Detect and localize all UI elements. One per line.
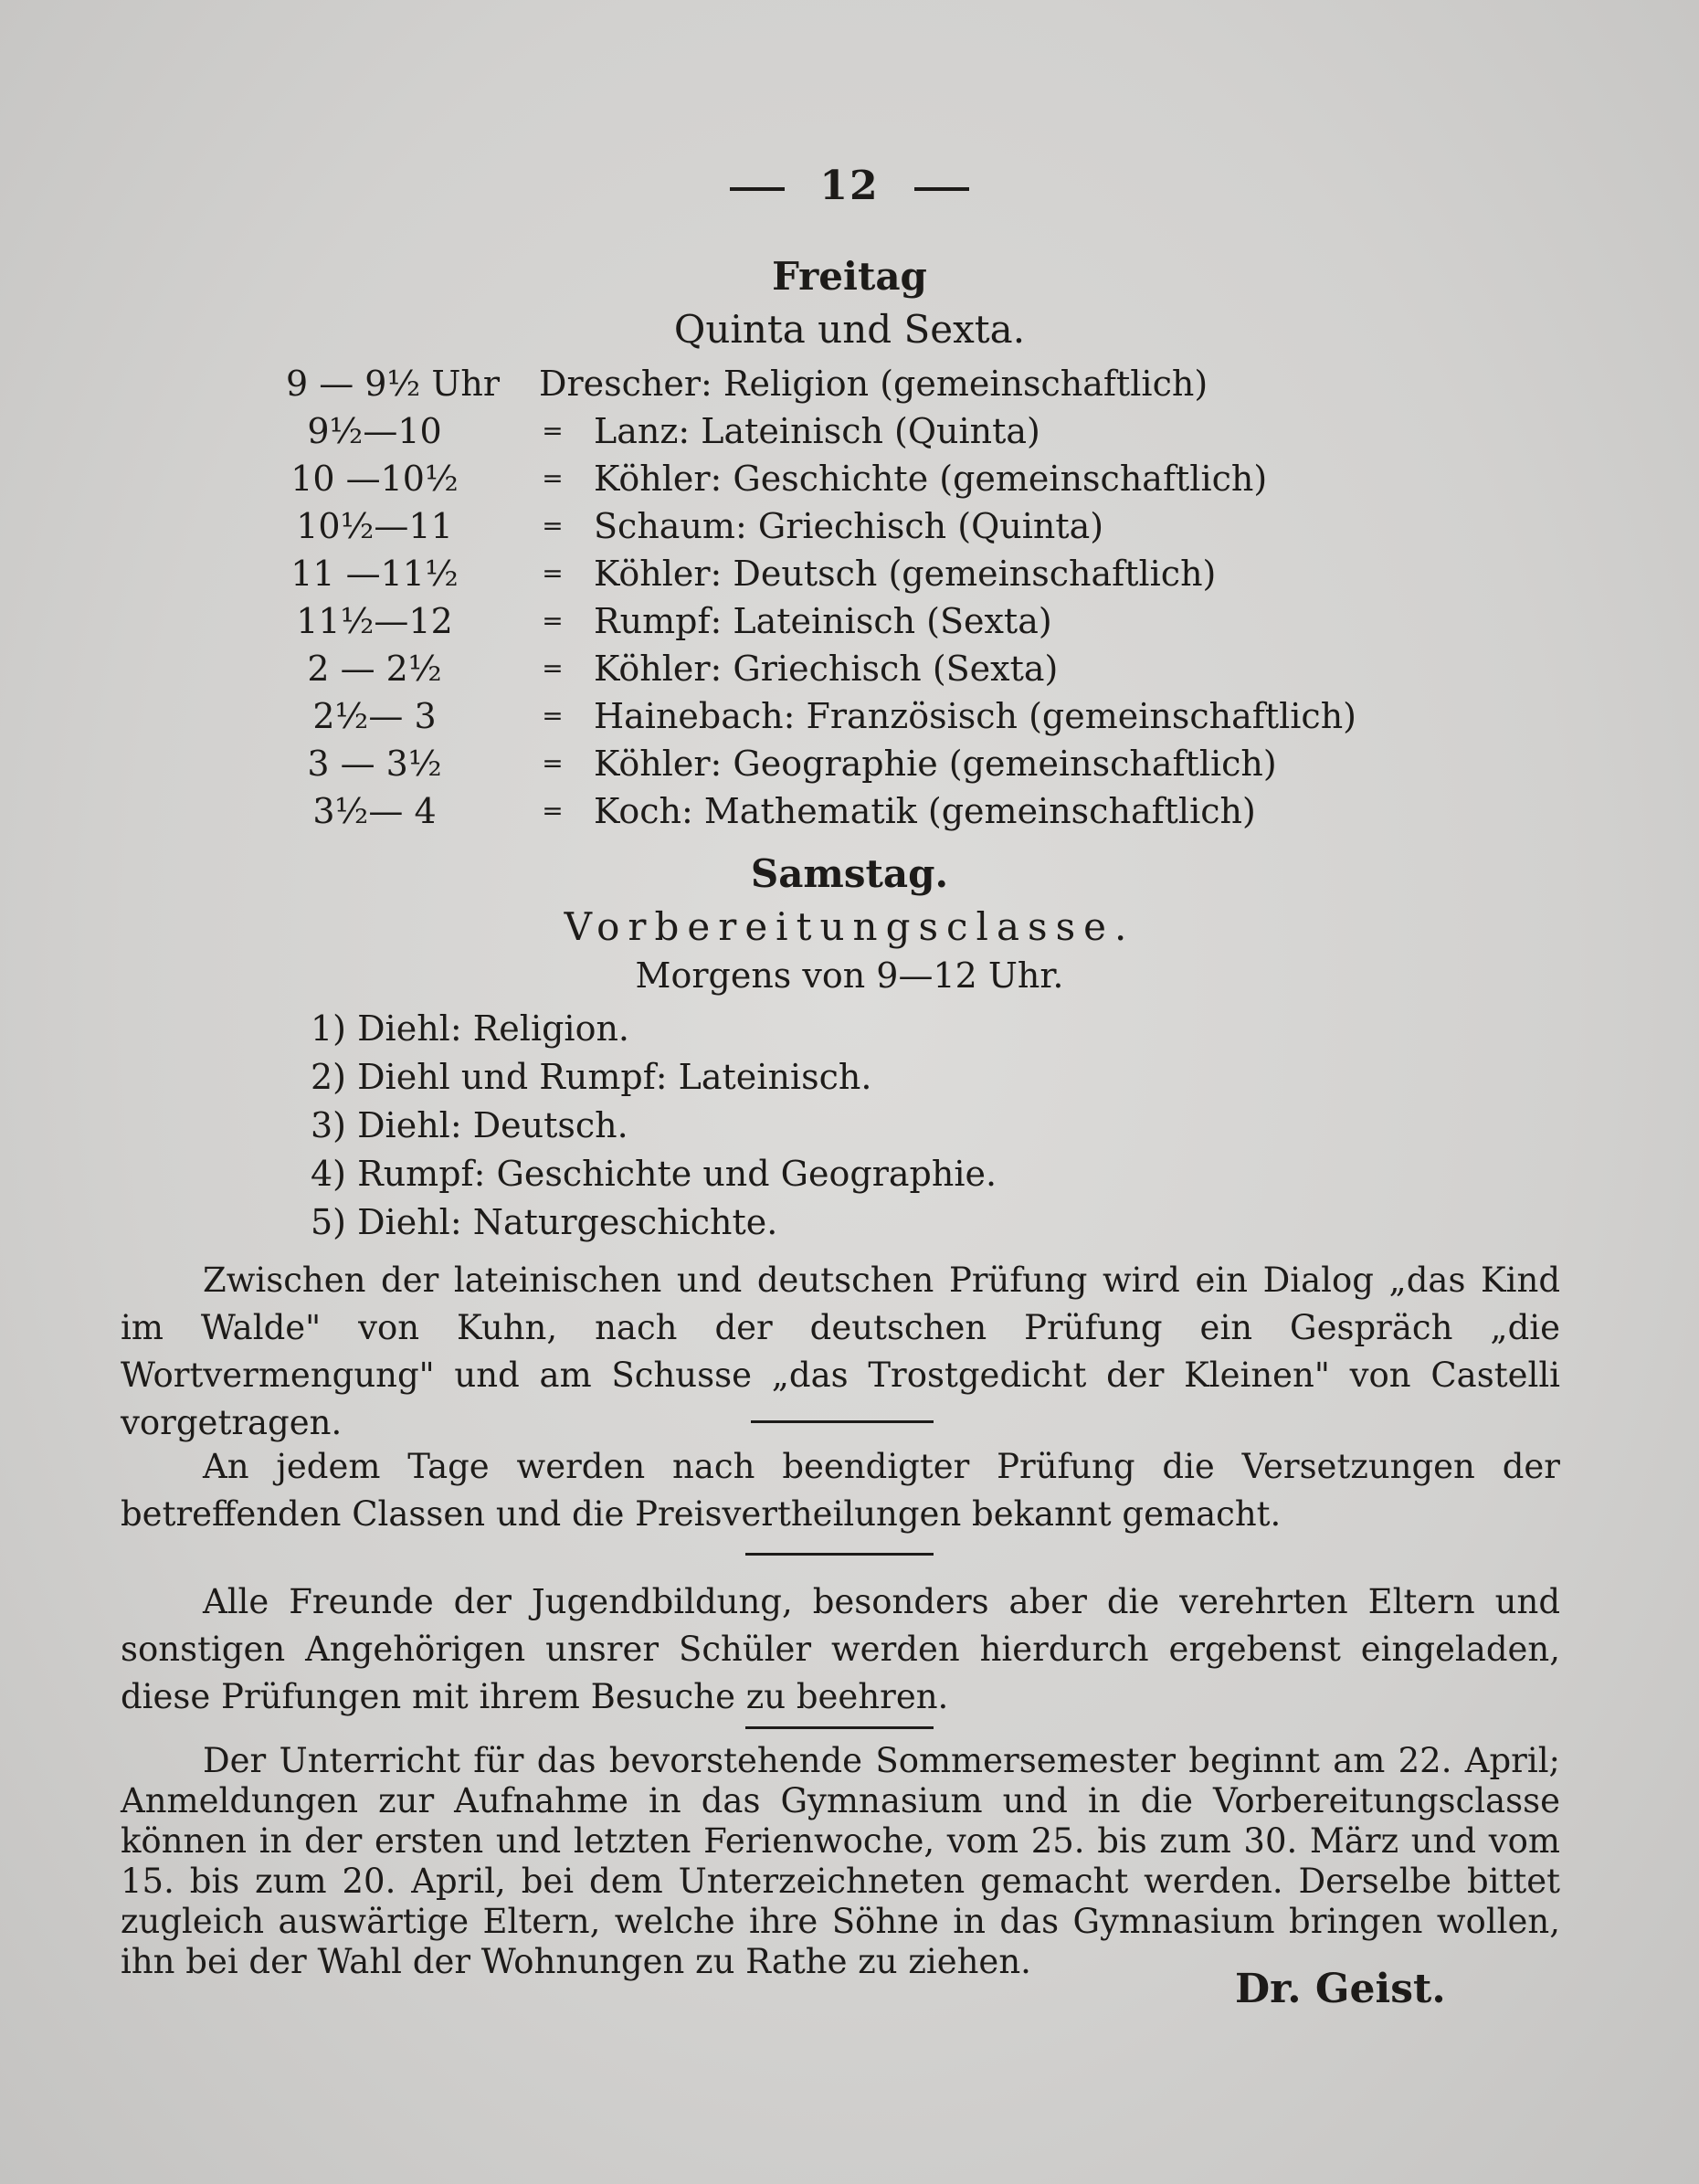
schedule-row	[247, 597, 1160, 645]
schedule-time: 11 —11½	[290, 554, 459, 594]
schedule-entry: Rumpf: Lateinisch (Sexta)	[594, 601, 1052, 641]
friday-classes: Quinta und Sexta.	[673, 307, 1026, 352]
saturday-item: 3) Diehl: Deutsch.	[311, 1105, 628, 1145]
schedule-time: 11½—12	[296, 601, 453, 641]
schedule-row	[247, 407, 1160, 455]
schedule-entry: Köhler: Geographie (gemeinschaftlich)	[594, 744, 1277, 784]
schedule-time: 2½— 3	[312, 696, 437, 736]
schedule-ditto: =	[542, 796, 564, 826]
signature: Dr. Geist.	[1235, 1966, 1446, 2012]
schedule-time: 3½— 4	[312, 791, 437, 831]
saturday-item: 1) Diehl: Religion.	[311, 1008, 630, 1049]
saturday-item: 4) Rumpf: Geschichte und Geographie.	[311, 1154, 997, 1194]
schedule-entry: Drescher: Religion (gemeinschaftlich)	[539, 364, 1208, 404]
friday-heading: Freitag	[772, 254, 927, 299]
invitation-paragraph: Alle Freunde der Jugendbildung, besonders aber die verehrten Eltern und sonstigen Angehörigen unsrer Schüler werden hierdurch ergebenst eingeladen, diese Prüfungen mit ihrem Besuche zu beehren.	[121, 1582, 1560, 1716]
schedule-ditto: =	[542, 416, 564, 446]
schedule-entry: Köhler: Griechisch (Sexta)	[594, 649, 1059, 689]
schedule-row	[247, 645, 1160, 692]
schedule-row	[247, 360, 1208, 407]
dash-right	[914, 187, 969, 191]
schedule-entry: Köhler: Deutsch (gemeinschaftlich)	[594, 554, 1217, 594]
schedule-time: 9 — 9½ Uhr	[285, 364, 501, 404]
saturday-item: 5) Diehl: Naturgeschichte.	[311, 1202, 778, 1242]
schedule-entry: Hainebach: Französisch (gemeinschaftlich)	[594, 696, 1356, 736]
schedule-entry: Lanz: Lateinisch (Quinta)	[594, 411, 1040, 451]
schedule-row	[247, 502, 1160, 550]
saturday-item: 2) Diehl und Rumpf: Lateinisch.	[311, 1057, 872, 1097]
schedule-time: 10½—11	[296, 506, 453, 546]
saturday-hours: Morgens von 9—12 Uhr.	[635, 955, 1064, 996]
schedule-row	[247, 787, 1256, 835]
schedule-time: 9½—10	[307, 411, 442, 451]
saturday-heading: Samstag.	[750, 851, 949, 896]
schedule-time: 2 — 2½	[307, 649, 442, 689]
schedule-time: 3 — 3½	[307, 744, 442, 784]
divider	[745, 1726, 934, 1729]
schedule-ditto: =	[542, 463, 564, 493]
announcement-paragraph: An jedem Tage werden nach beendigter Prüfung die Versetzungen der betreffenden Classen und die Preisvertheilungen bekannt gemacht.	[121, 1447, 1560, 1534]
schedule-ditto: =	[542, 748, 564, 778]
schedule-ditto: =	[542, 606, 564, 636]
divider	[751, 1420, 934, 1423]
schedule-entry: Koch: Mathematik (gemeinschaftlich)	[594, 791, 1256, 831]
schedule-entry: Schaum: Griechisch (Quinta)	[594, 506, 1104, 546]
schedule-ditto: =	[542, 558, 564, 588]
dialog-paragraph: Zwischen der lateinischen und deutschen Prüfung wird ein Dialog „das Kind im Walde" von Kuhn, nach der deutschen Prüfung ein Gespräch „die Wortvermengung" und am Schusse „das Trostgedicht der Kleinen" von Castelli vorgetragen.	[121, 1261, 1560, 1442]
divider	[745, 1553, 934, 1556]
page-number: 12	[0, 163, 1699, 209]
schedule-entry: Köhler: Geschichte (gemeinschaftlich)	[594, 459, 1268, 499]
schedule-row	[247, 550, 1217, 597]
schedule-row	[247, 740, 1277, 787]
schedule-time: 10 —10½	[290, 459, 459, 499]
schedule-ditto: =	[542, 701, 564, 731]
summer-paragraph: Der Unterricht für das bevorstehende Sommersemester beginnt am 22. April; Anmeldungen zur Aufnahme in das Gymnasium und in die Vorbereitungsclasse können in der ersten und letzten Ferienwoche, vom 25. bis zum 30. März und vom 15. bis zum 20. April, bei dem Unterzeichneten gemacht werden. Derselbe bittet zugleich auswärtige Eltern, welche ihre Söhne in das Gymnasium bringen wollen, ihn bei der Wahl der Wohnungen zu Rathe zu ziehen.	[121, 1741, 1560, 1981]
saturday-class: Vorbereitungsclasse.	[564, 904, 1135, 949]
dash-left	[730, 187, 785, 191]
schedule-row	[247, 692, 1356, 740]
schedule-ditto: =	[542, 653, 564, 683]
schedule-row	[247, 455, 1268, 502]
schedule-ditto: =	[542, 511, 564, 541]
